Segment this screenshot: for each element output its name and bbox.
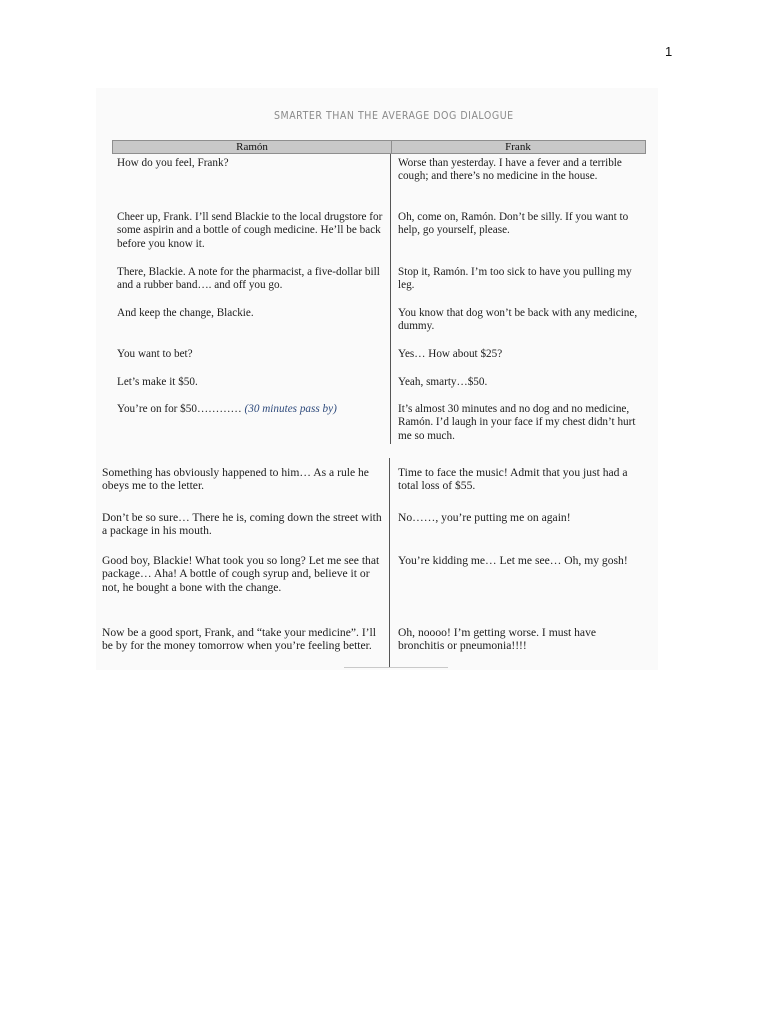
ramon-line: Something has obviously happened to him… As a rule he obeys me to the letter. [102, 466, 369, 493]
column-divider-top [390, 154, 391, 444]
frank-line: Yeah, smarty…$50. [398, 376, 488, 388]
frank-line: You’re kidding me… Let me see… Oh, my gosh! [398, 554, 628, 567]
ramon-line: And keep the change, Blackie. [117, 307, 254, 319]
frank-line: Worse than yesterday. I have a fever and a terrible cough; and there’s no medicine in the house. [398, 157, 622, 183]
frank-line: Time to face the music! Admit that you just had a total loss of $55. [398, 466, 628, 493]
ramon-line: How do you feel, Frank? [117, 157, 229, 169]
page-number: 1 [665, 44, 673, 59]
frank-line: It’s almost 30 minutes and no dog and no medicine, Ramón. I’d laugh in your face if my chest didn’t hurt me so much. [398, 403, 636, 442]
dialogue-table [112, 140, 646, 154]
stage-direction: (30 minutes pass by) [244, 403, 337, 415]
ramon-line: There, Blackie. A note for the pharmacist, a five-dollar bill and a rubber band…. and off you go. [117, 266, 380, 292]
ramon-line: Let’s make it $50. [117, 376, 198, 388]
column-divider-bottom [389, 458, 390, 668]
table-header-row [112, 140, 646, 154]
frank-line: Yes… How about $25? [398, 348, 503, 360]
ramon-line-text: You’re on for $50………… [117, 403, 242, 415]
frank-line: Oh, come on, Ramón. Don’t be silly. If you want to help, go yourself, please. [398, 211, 629, 237]
frank-line: Stop it, Ramón. I’m too sick to have you pulling my leg. [398, 266, 632, 292]
scan-edge-rule [344, 667, 448, 668]
frank-line: No……, you’re putting me on again! [398, 511, 571, 524]
frank-line: You know that dog won’t be back with any medicine, dummy. [398, 307, 638, 333]
header-frank: Frank [505, 141, 531, 153]
header-ramon: Ramón [113, 141, 392, 153]
ramon-line [117, 403, 383, 416]
frank-line: Oh, noooo! I’m getting worse. I must have bronchitis or pneumonia!!!! [398, 626, 597, 653]
ramon-line: Now be a good sport, Frank, and “take your medicine”. I’ll be by for the money tomorrow when you’re feeling better. [102, 626, 376, 653]
ramon-line: Good boy, Blackie! What took you so long? Let me see that package… Aha! A bottle of cough syrup and, believe it or not, he bought a bone with the change. [102, 554, 380, 594]
ramon-line: Cheer up, Frank. I’ll send Blackie to the local drugstore for some aspirin and a bottle of cough medicine. He’ll be back before you know it. [117, 211, 383, 250]
ramon-line: You want to bet? [117, 348, 193, 360]
ramon-line: Don’t be so sure… There he is, coming down the street with a package in his mouth. [102, 511, 382, 538]
dialogue-title: SMARTER THAN THE AVERAGE DOG DIALOGUE [274, 109, 514, 122]
